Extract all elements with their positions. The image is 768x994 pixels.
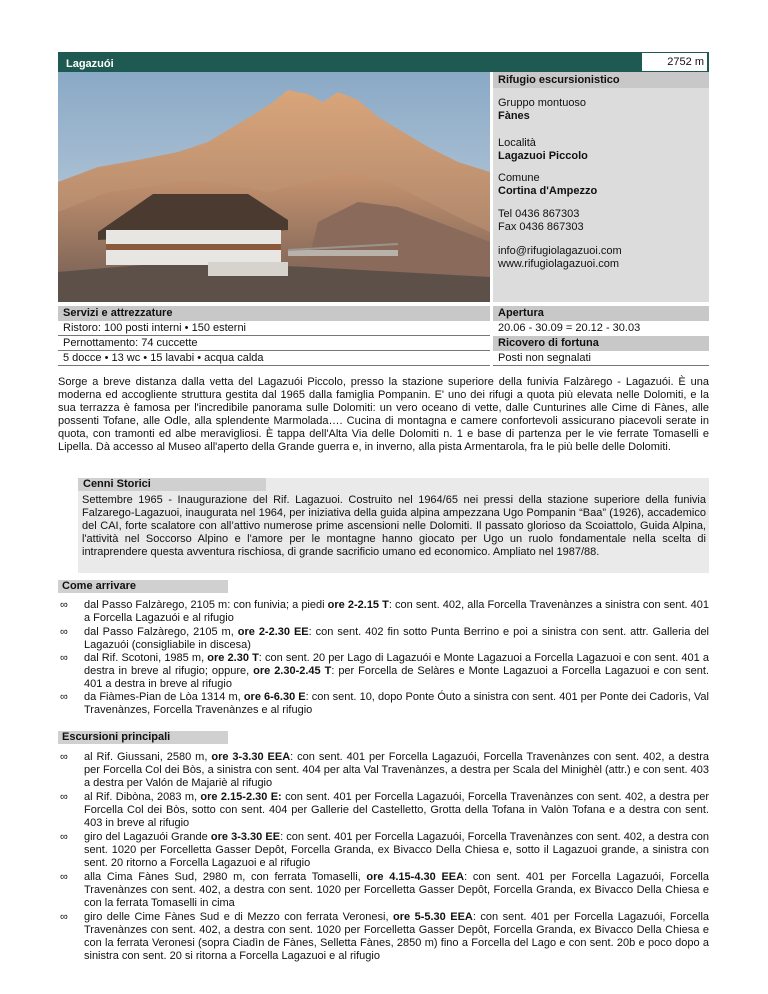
excursion-item: alla Cima Fànes Sud, 2980 m, con ferrata Tomaselli, ore 4.15-4.30 EEA: con sent. 401 per Forcella Lagazuói, Forcella Travenànzes con sent. 402, a destra con sent. 1020 per Forcelletta Gasser Depôt, Forcella Granda, ex Bivacco Della Chiesa e con la ferrata Tomaselli in cima <box>84 871 709 909</box>
shelter-value: Posti non segnalati <box>498 352 591 364</box>
excursion-item: al Rif. Dibòna, 2083 m, ore 2.15-2.30 E: con sent. 401 per Forcella Lagazuói, Forcella Travenànzes con sent. 402, a destra per Forcella Col dei Bòs, sotto con sent. 404 per Gallerie del Castelletto, Grotta della Tofana in Valòn Tofana e a destra con sent. 403 in breve al rifugio <box>84 791 709 829</box>
excursion-item: al Rif. Giussani, 2580 m, ore 3-3.30 EEA: con sent. 401 per Forcella Lagazuói, Forcella Travenànzes con sent. 402, a destra per Forcella Col dei Bòs, a sinistra con sent. 404 per alta Val Travenànzes, a destra per Scala del Minighèl (attr.) e con sent. 403 a destra per Valón de Majariè al rifugio <box>84 751 709 789</box>
phone: Tel 0436 867303 <box>498 208 580 220</box>
history-heading: Cenni Storici <box>78 478 266 491</box>
access-item: dal Passo Falzàrego, 2105 m: con funivia; a piedi ore 2-2.15 T: con sent. 402, alla Forcella Travenànzes a sinistra con sent. 401 a Forcella Lagazuói e al rifugio <box>84 599 709 624</box>
access-item: dal Rif. Scotoni, 1985 m, ore 2.30 T: con sent. 20 per Lago di Lagazuói e Monte Lagazuoi a Forcella Lagazuoi e con sent. 401 a destra in breve al rifugio; oppure, ore 2.30-2.45 T: per Forcella de Selàres e Monte Lagazuoi a Forcella Lagazuoi e con sent. 401 a destra in breve al rifugio <box>84 652 710 690</box>
comune-label: Comune <box>498 172 540 184</box>
access-item: dal Passo Falzàrego, 2105 m, ore 2-2.30 EE: con sent. 402 fin sotto Punta Berrino e poi a sinistra con sent. attr. Galleria del Lagazuói (consigliabile in discesa) <box>84 626 710 651</box>
services-heading: Servizi e attrezzature <box>58 306 490 321</box>
access-item: da Fiàmes-Pian de Lòa 1314 m, ore 6-6.30 E: con sent. 10, dopo Ponte Óuto a sinistra con sent. 401 per Ponte dei Cadorìs, Val Travenànzes, Forcella Travenànzes e al rifugio <box>84 691 709 716</box>
divider <box>493 365 709 366</box>
intro-paragraph: Sorge a breve distanza dalla vetta del Lagazuói Piccolo, presso la stazione superiore della funivia Falzàrego - Lagazuói. È una moderna ed accogliente struttura gestita dal 1965 dalla famiglia Pompanin. E' uno dei rifugi a quota più elevata nelle Dolomiti, e la sua terrazza è famosa per l'incredibile panorama sulle Dolomiti: un vero oceano di vette, dalle Cunturines alle Cime di Fànes, alle possenti Tofane, alle Odle, alla splendente Marmolada…. Cucina di montagna e camere confortevoli assicurano piacevoli serate in quota, con tramonti ed albe meravigliosi. È tappa dell'Alta Via delle Dolomiti n. 1 e base di partenza per le vie ferrate Tomaselli e Lipella. Dà accesso al Museo all'aperto della Grande guerra e, in inverno, alla pista Armentarola, fra le più belle delle Dolomiti. <box>58 376 709 453</box>
title-band <box>58 52 709 72</box>
bullet-icon: ∞ <box>60 751 68 763</box>
bullet-icon: ∞ <box>60 831 68 843</box>
opening-heading: Apertura <box>493 306 709 321</box>
altitude-badge: 2752 m <box>641 52 708 72</box>
services-row: 5 docce • 13 wc • 15 lavabi • acqua calda <box>63 352 264 364</box>
opening-dates: 20.06 - 30.09 = 20.12 - 30.03 <box>498 322 641 334</box>
bullet-icon: ∞ <box>60 691 68 703</box>
excursions-heading: Escursioni principali <box>58 731 228 744</box>
group-label: Gruppo montuoso <box>498 97 587 109</box>
bullet-icon: ∞ <box>60 791 68 803</box>
divider <box>58 365 490 366</box>
fax: Fax 0436 867303 <box>498 221 584 233</box>
refuge-photo <box>58 72 490 302</box>
services-row: Ristoro: 100 posti interni • 150 esterni <box>63 322 247 334</box>
location-label: Località <box>498 137 536 149</box>
bullet-icon: ∞ <box>60 871 68 883</box>
bullet-icon: ∞ <box>60 599 68 611</box>
excursion-item: giro del Lagazuói Grande ore 3-3.30 EE: con sent. 401 per Forcella Lagazuói, Forcella Travenànzes con sent. 402, a destra con sent. 1020 per Forcelletta Gasser Depôt, Forcella Granda, ex Bivacco Della Chiesa e, sotto il Lagazuoi grande, a sinistra con sent. 20 ritorno a Forcella Lagazuoi e al rifugio <box>84 831 710 869</box>
website-link[interactable]: www.rifugiolagazuoi.com <box>498 258 620 270</box>
bullet-icon: ∞ <box>60 626 68 638</box>
excursion-item: giro delle Cime Fànes Sud e di Mezzo con ferrata Veronesi, ore 5-5.30 EEA: con sent. 401 per Forcella Lagazuói, Forcella Travenànzes con sent. 402, a destra con sent. 1020 per Forcelletta Gasser Depôt, Forcella Granda, ex Bivacco Della Chiesa e con la ferrata Veronesi (sopra Ciadìn de Fànes, Selletta Fànes, 2850 m) fino a Forcella del Lago e con sent. 20b e poco dopo a sinistra con sent. 20 si ritorna a Forcella Lagazuoi e al rifugio <box>84 911 710 962</box>
email-link[interactable]: info@rifugiolagazuoi.com <box>498 245 622 257</box>
refuge-type: Rifugio escursionistico <box>493 72 709 88</box>
location-value: Lagazuoi Piccolo <box>498 150 588 162</box>
access-heading: Come arrivare <box>58 580 228 593</box>
bullet-icon: ∞ <box>60 911 68 923</box>
history-text: Settembre 1965 - Inaugurazione del Rif. Lagazuoi. Costruito nel 1964/65 nei pressi della stazione superiore della funivia Falzarego-Lagazuoi, inaugurata nel 1964, per iniziativa della guida alpina ampezzana Ugo Pompanin “Baa” (1926), accademico del CAI, forte scalatore con all’attivo numerose prime ascensioni nelle Dolomiti. Il passato glorioso da Scoiattolo, Guida Alpina, l'attività nel Soccorso Alpino e l'amore per le montagne hanno giocato per Ugo un ruolo fondamentale nella scelta di intraprendere questa avventura rischiosa, di grande sacrificio umano ed economico. Ampliato nel 1987/88. <box>82 494 706 558</box>
services-row: Pernottamento: 74 cuccette <box>63 337 198 349</box>
shelter-heading: Ricovero di fortuna <box>493 336 709 351</box>
page-title: Lagazuói <box>66 58 114 70</box>
bullet-icon: ∞ <box>60 652 68 664</box>
comune-value: Cortina d'Ampezzo <box>498 185 598 197</box>
group-value: Fànes <box>498 110 530 122</box>
